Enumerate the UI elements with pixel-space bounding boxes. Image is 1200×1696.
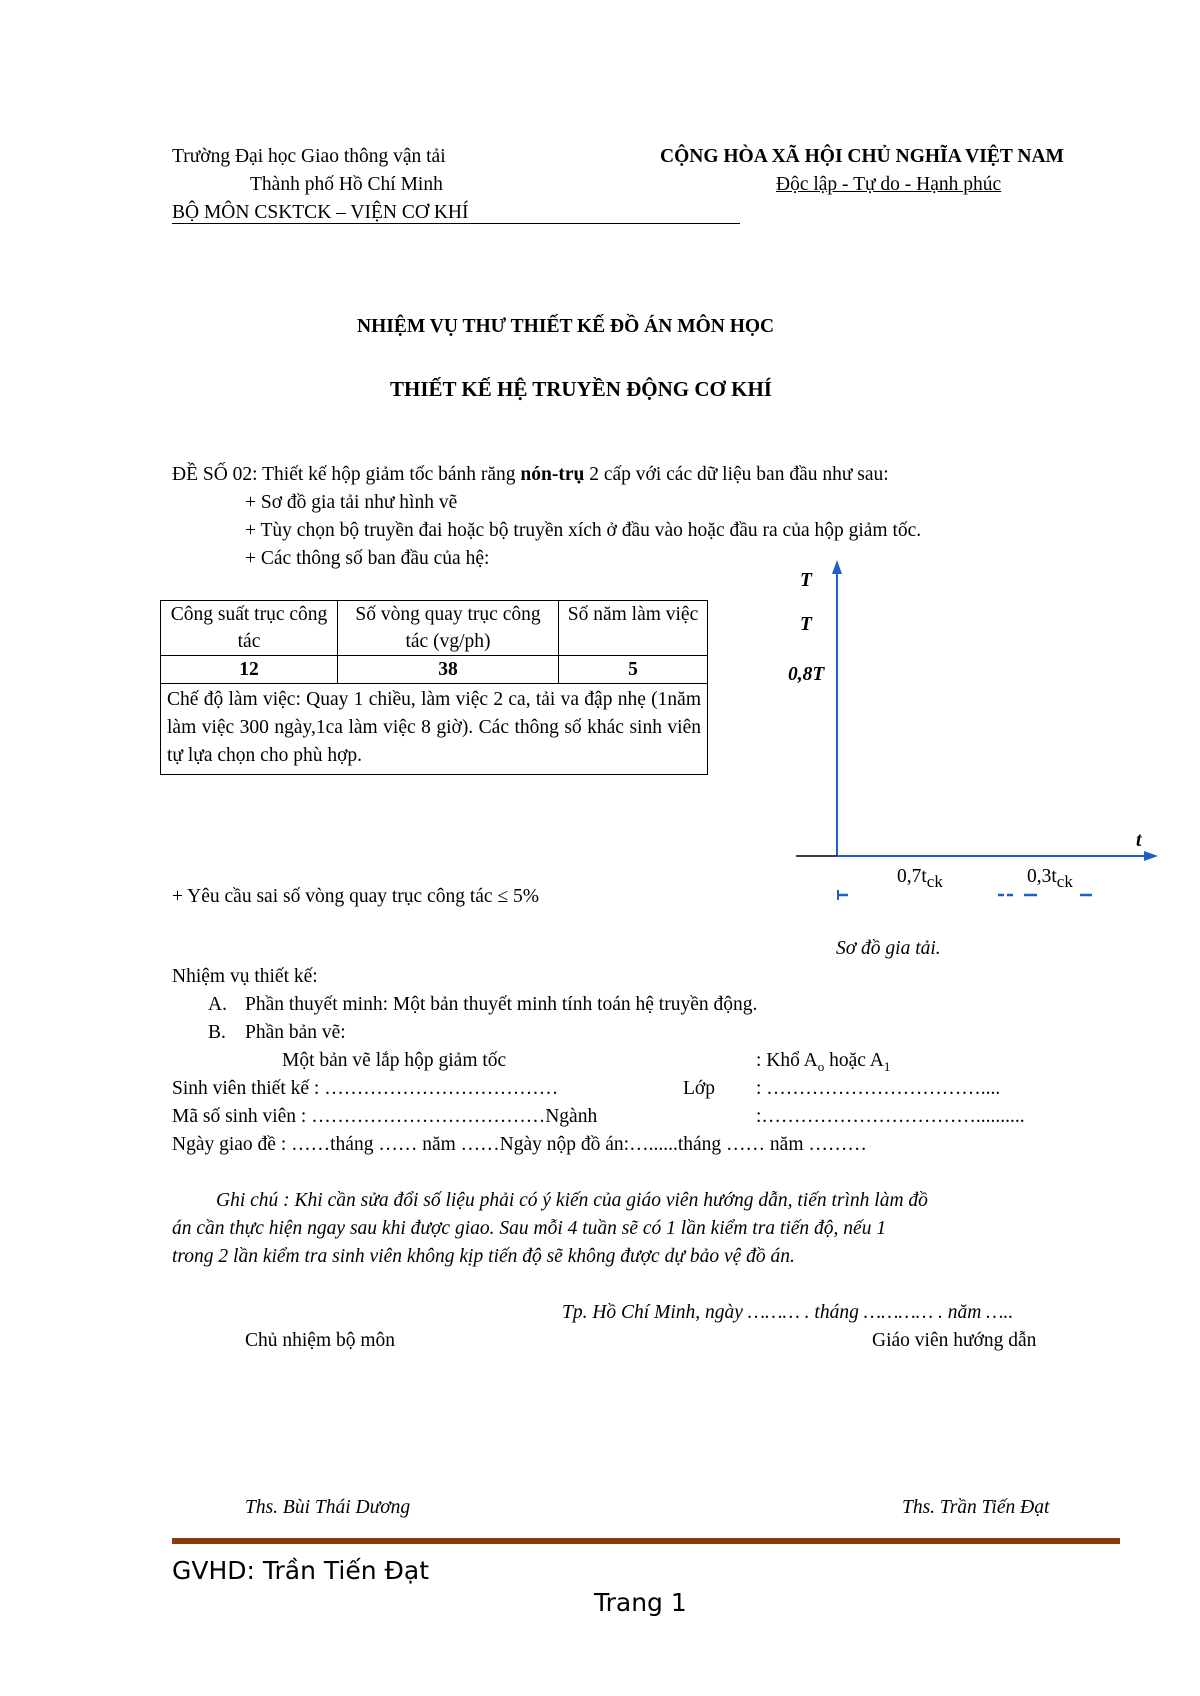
head-of-department-title: Chủ nhiệm bộ môn [245,1330,396,1351]
work-mode-note: Chế độ làm việc: Quay 1 chiều, làm việc 2 ca, tải va đập nhẹ (1năm làm việc 300 ngày,1ca làm việc 8 giờ). Các thông số khác sinh viên tự lựa chọn cho phù hợp. [161,684,708,775]
y-label-t-top: T [800,570,812,591]
head-of-department-name: Ths. Bùi Thái Dương [245,1497,411,1518]
y-axis-arrow [832,560,842,574]
page-title: NHIỆM VỤ THƯ THIẾT KẾ ĐỒ ÁN MÔN HỌC [357,316,775,337]
x-axis-arrow [1144,851,1158,861]
page-subtitle: THIẾT KẾ HỆ TRUYỀN ĐỘNG CƠ KHÍ [390,377,772,401]
value-speed: 38 [338,656,559,684]
department-name: BỘ MÔN CSKTCK – VIỆN CƠ KHÍ [172,202,740,224]
load-diagram [780,560,1160,920]
params-table [160,600,708,775]
segment2-label: $0,3t_{ck}$ [1027,866,1073,891]
advisor-name: Ths. Trần Tiến Đạt [902,1497,1050,1518]
footer-advisor: GVHD: Trần Tiến Đạt [172,1556,429,1585]
header-speed: Số vòng quay trục công tác (vg/ph) [338,601,559,656]
value-power: 12 [161,656,338,684]
speed-error-requirement: + Yêu cầu sai số vòng quay trục công tác ≤ 5% [172,886,539,907]
note-line-1: Ghi chú : Khi cần sửa đổi số liệu phải có ý kiến của giáo viên hướng dẫn, tiến trình làm đồ [216,1190,928,1211]
bullet-transmission-option: + Tùy chọn bộ truyền đai hoặc bộ truyền xích ở đầu vào hoặc đầu ra của hộp giảm tốc. [245,520,922,541]
task-a-text: Phần thuyết minh: Một bản thuyết minh tính toán hệ truyền động. [245,994,758,1015]
task-b-letter: B. [208,1022,226,1043]
task-b-text: Phần bản vẽ: [245,1022,346,1043]
dates-field: Ngày giao đề : ……tháng …… năm ……Ngày nộp đồ án:…......tháng …… năm ……… [172,1134,867,1155]
header-power: Công suất trục công tác [161,601,338,656]
header-years: Số năm làm việc [559,601,708,656]
footer-rule [172,1538,1120,1544]
note-line-2: án cần thực hiện ngay sau khi được giao. Sau mỗi 4 tuần sẽ có 1 lần kiểm tra tiến độ, nếu 1 [172,1218,887,1239]
tasks-heading: Nhiệm vụ thiết kế: [172,966,318,987]
table-note-row [161,684,708,775]
class-label: Lớp [683,1078,715,1099]
x-label-t: t [1136,830,1142,851]
task-a-letter: A. [208,994,227,1015]
place-date: Tp. Hồ Chí Minh, ngày ……… . tháng ………… . năm ….. [562,1302,1014,1323]
table-value-row [161,656,708,684]
table-header-row [161,601,708,656]
city-name: Thành phố Hồ Chí Minh [250,174,443,195]
diagram-caption: Sơ đồ gia tải. [836,938,941,959]
value-years: 5 [559,656,708,684]
student-name-field: Sinh viên thiết kế : ……………………………… [172,1078,559,1099]
student-id-field: Mã số sinh viên : ………………………………Ngành [172,1106,598,1127]
advisor-title: Giáo viên hướng dẫn [872,1330,1037,1351]
bullet-load-diagram: + Sơ đồ gia tải như hình vẽ [245,492,458,513]
bullet-initial-params: + Các thông số ban đầu của hệ: [245,548,490,569]
y-label-08t: 0,8T [788,664,825,685]
y-label-t: T [800,614,812,635]
assignment-intro: ĐỀ SỐ 02: Thiết kế hộp giảm tốc bánh răng nón-trụ 2 cấp với các dữ liệu ban đầu như sau: [172,464,889,485]
note-line-3: trong 2 lần kiểm tra sinh viên không kịp tiến độ sẽ không được dự bảo vệ đồ án. [172,1246,795,1267]
major-field: :…………………………….......... [756,1106,1025,1127]
drawing-item: Một bản vẽ lắp hộp giảm tốc [282,1050,507,1071]
republic-title: CỘNG HÒA XÃ HỘI CHỦ NGHĨA VIỆT NAM [660,146,1064,167]
class-field: : …………………………….... [756,1078,1001,1099]
drawing-size: : Khổ $A_o$ hoặc $A_1$ [756,1050,891,1074]
university-name: Trường Đại học Giao thông vận tải [172,146,446,167]
page-number: Trang 1 [594,1588,687,1617]
segment1-label: $0,7t_{ck}$ [897,866,943,891]
motto: Độc lập - Tự do - Hạnh phúc [776,174,1002,195]
